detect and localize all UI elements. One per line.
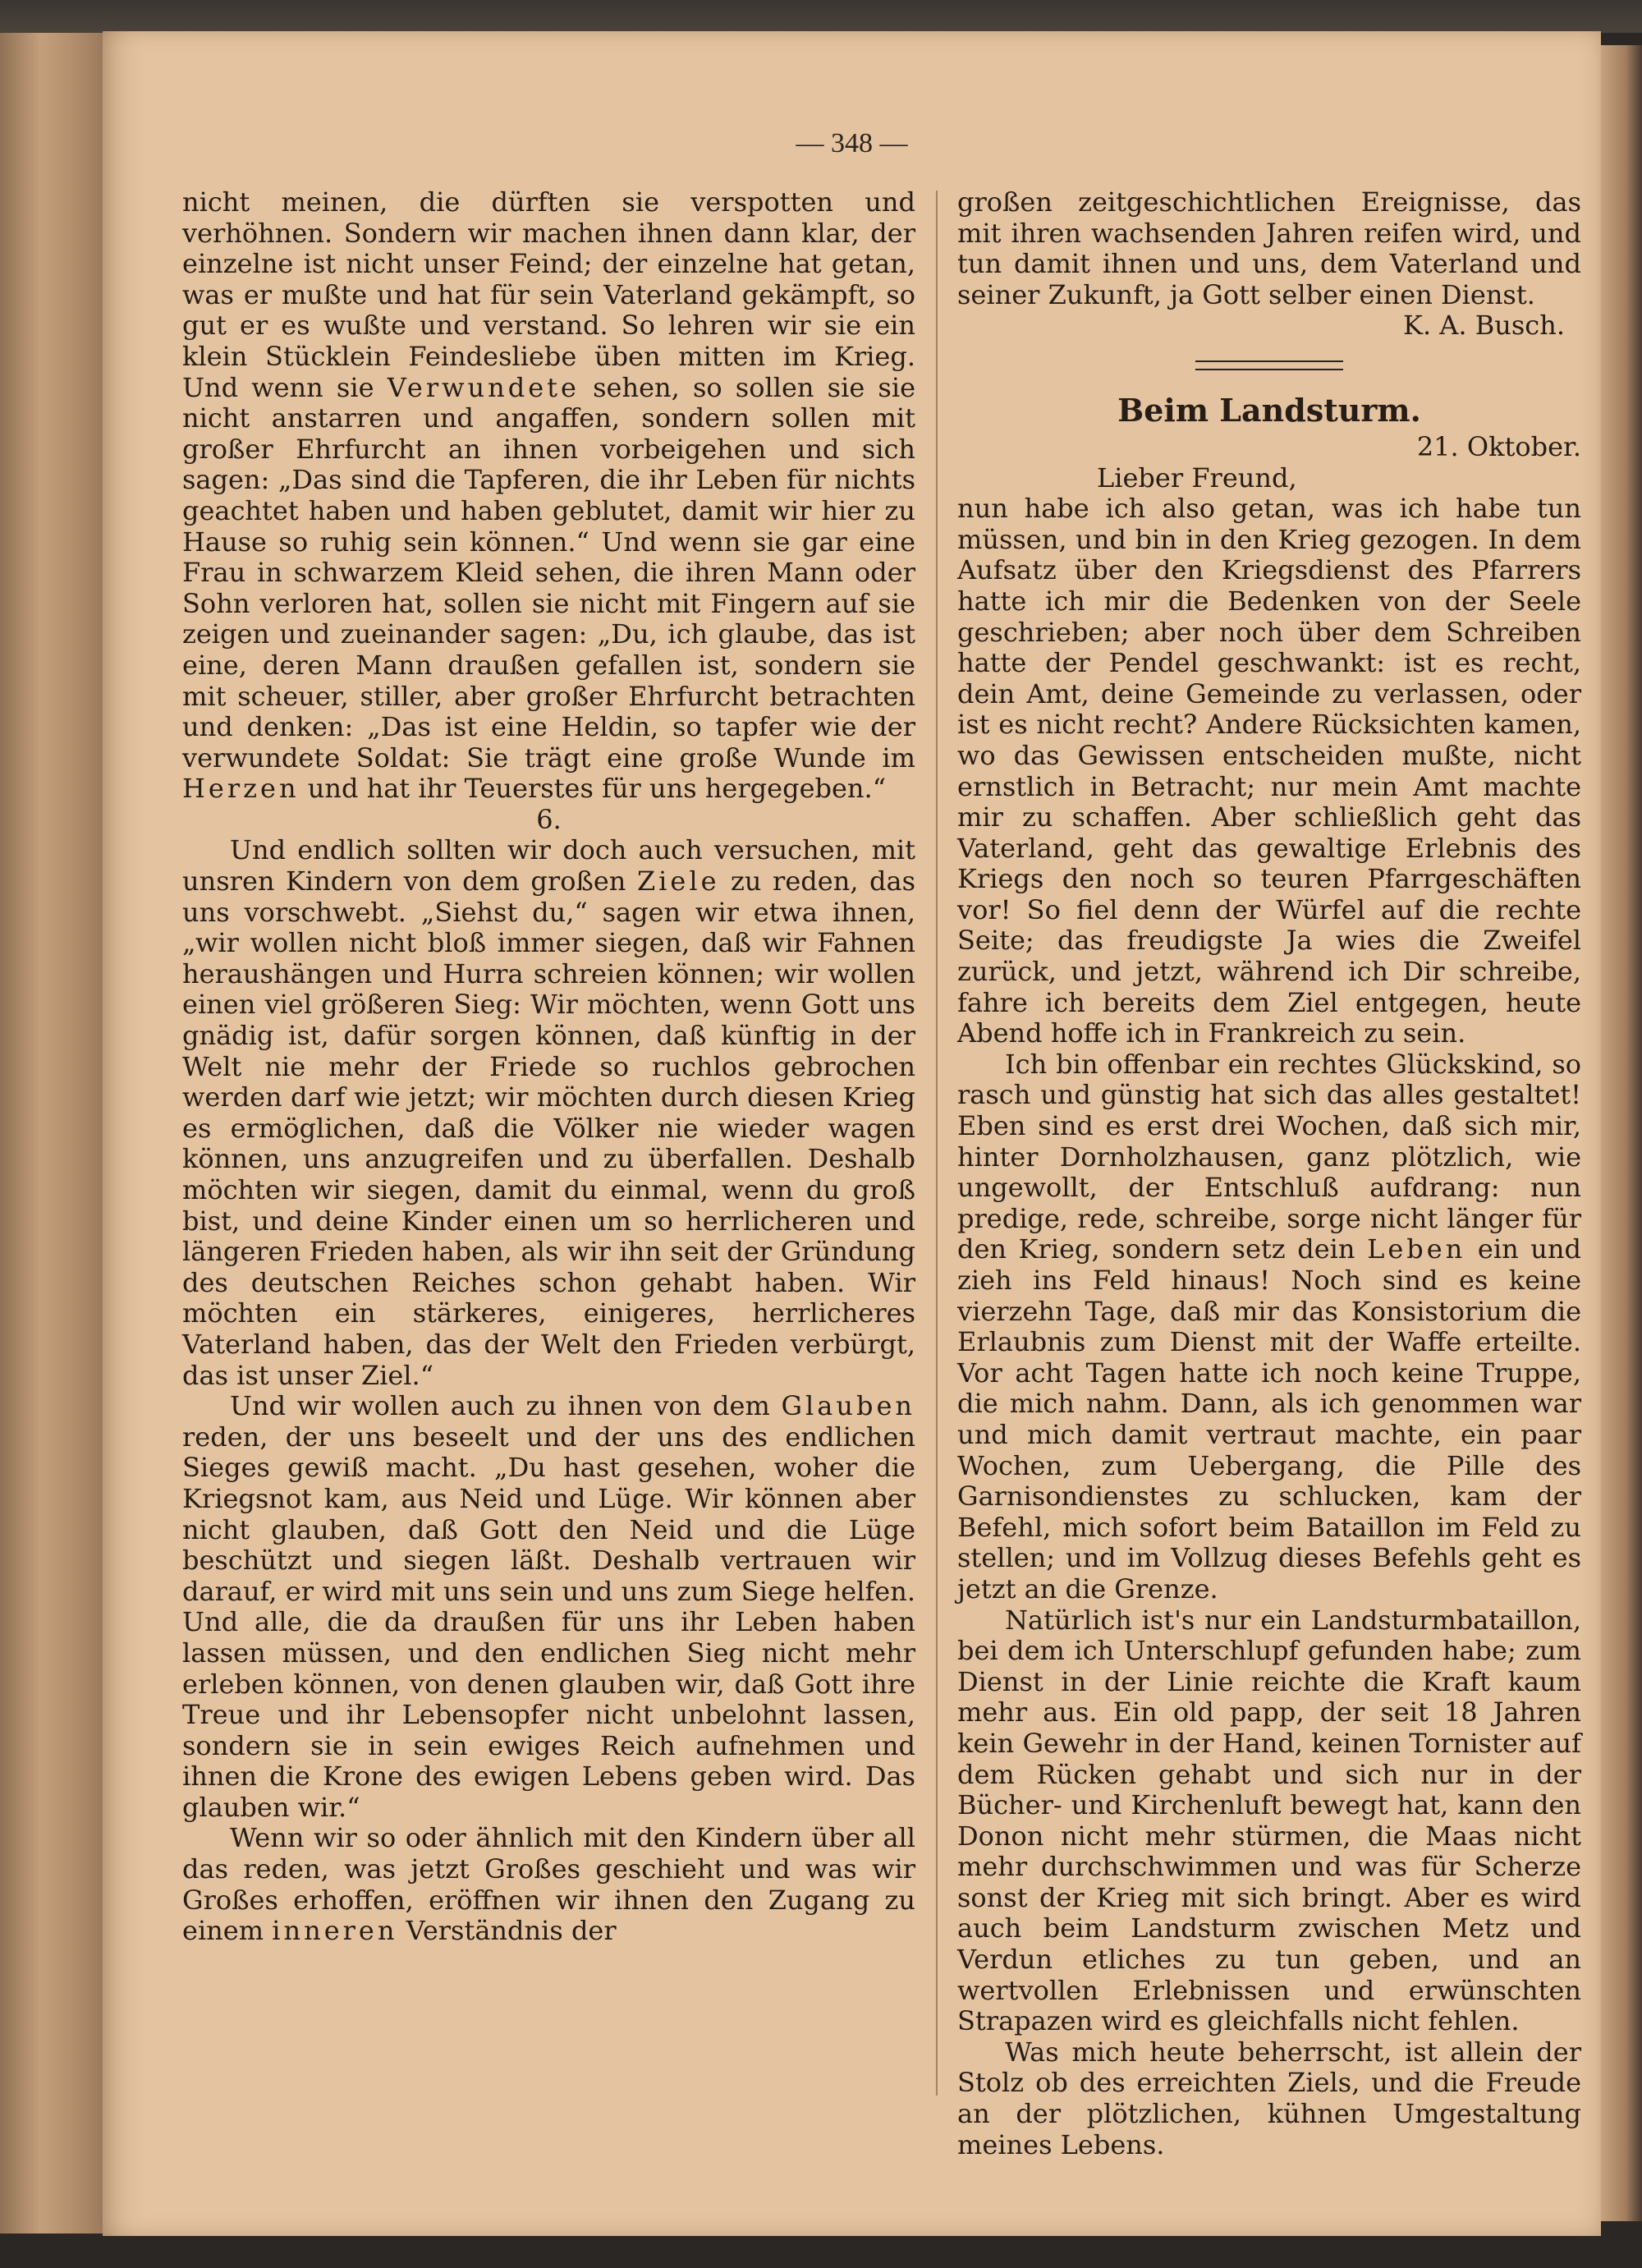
right-column — [957, 187, 1581, 2160]
paragraph: Und wir wollen auch zu ihnen von dem Glauben reden, der uns beseelt und der uns des endlichen Sieges gewiß macht. „Du hast gesehen, woher die Kriegsnot kam, aus Neid und Lüge. Wir können aber nicht glauben, daß Gott den Neid und die Lüge beschützt und siegen läßt. Deshalb vertrauen wir darauf, er wird mit uns sein und uns zum Siege helfen. Und alle, die da draußen für uns ihr Leben haben lassen müssen, und den endlichen Sieg nicht mehr erleben können, von denen glauben wir, daß Gott ihre Treue und ihr Lebensopfer nicht unbelohnt lassen, sondern sie in sein ewiges Reich aufnehmen und ihnen die Krone des ewigen Lebens geben wird. Das glauben wir.“ — [182, 1390, 915, 1823]
page-number: — 348 — — [796, 128, 908, 158]
book-page-stack-left — [0, 33, 103, 2234]
left-column — [182, 187, 915, 1947]
paragraph: Ich bin offenbar ein rechtes Glückskind, so rasch und günstig hat sich das alles gestaltet! Eben sind es erst drei Wochen, daß sich mir, hinter Dornholzhausen, ganz plötzlich, wie ungewollt, der Entschluß aufdrang: nun predige, rede, schreibe, sorge nicht länger für den Krieg, sondern setz dein Leben ein und zieh ins Feld hinaus! Noch sind es keine vierzehn Tage, daß mir das Konsistorium die Erlaubnis zum Dienst mit der Waffe erteilte. Vor acht Tagen hatte ich noch keine Truppe, die mich nahm. Dann, als ich genommen war und mich damit vertraut machte, ein paar Wochen, zum Uebergang, die Pille des Garnisondienstes zu schlucken, kam der Befehl, mich sofort beim Bataillon im Feld zu stellen; und im Vollzug dieses Befehls geht es jetzt an die Grenze. — [957, 1048, 1581, 1605]
section-rule — [957, 342, 1581, 389]
paragraph: nun habe ich also getan, was ich habe tun müssen, und bin in den Krieg gezogen. In dem Aufsatz über den Kriegsdienst des Pfarrers hatte ich mir die Bedenken von der Seele geschrieben; aber noch über dem Schreiben hatte der Pendel geschwankt: ist es recht, dein Amt, deine Gemeinde zu verlassen, oder ist es nicht recht? Andere Rücksichten kamen, wo das Gewissen entscheiden mußte, nicht ernstlich in Betracht; nur mein Amt machte mir zu schaffen. Aber schließlich geht das Vaterland, geht das gewaltige Erlebnis des Kriegs den noch so teuren Pfarrgeschäften vor! So fiel denn der Würfel auf die rechte Seite; das freudigste Ja wies die Zweifel zurück, und jetzt, während ich Dir schreibe, fahre ich bereits dem Ziel entgegen, heute Abend hoffe ich in Frankreich zu sein. — [957, 493, 1581, 1049]
paragraph: Und endlich sollten wir doch auch versuchen, mit unsren Kindern von dem großen Ziele zu reden, das uns vorschwebt. „Siehst du,“ sagen wir etwa ihnen, „wir wollen nicht bloß immer siegen, daß wir Fahnen heraushängen und Hurra schreien können; wir wollen einen viel größeren Sieg: Wir möchten, wenn Gott uns gnädig ist, dafür sorgen können, daß künftig in der Welt nie mehr der Friede so ruchlos gebrochen werden darf wie jetzt; wir möchten durch diesen Krieg es ermöglichen, daß die Völker nie wieder wagen können, uns anzugreifen und zu überfallen. Deshalb möchten wir siegen, damit du einmal, wenn du groß bist, und deine Kinder einen um so herrlicheren und längeren Frieden haben, als wir ihn seit der Gründung des deutschen Reiches schon gehabt haben. Wir möchten ein stärkeres, einigeres, herrlicheres Vaterland haben, das der Welt den Frieden verbürgt, das ist unser Ziel.“ — [182, 834, 916, 1391]
letter-date: 21. Oktober. — [1416, 430, 1581, 462]
paragraph: Was mich heute beherrscht, ist allein der Stolz ob des erreichten Ziels, und die Freude an der plötzlichen, kühnen Umgestaltung meines Lebens. — [957, 2036, 1581, 2160]
paragraph: Natürlich ist's nur ein Landsturmbataillon, bei dem ich Unterschlupf gefunden habe; zum Dienst in der Linie reichte die Kraft kaum mehr aus. Ein old papp, der seit 18 Jahren kein Gewehr in der Hand, keinen Tornister auf dem Rücken gehabt und sich nur in der Bücher- und Kirchenluft bewegt hat, kann den Donon nicht mehr stürmen, die Maas nicht mehr durchschwimmen und was für Scherze sonst der Krieg mit sich bringt. Aber es wird auch beim Landsturm zwischen Metz und Verdun etliches zu tun geben, und an wertvollen Erlebnissen und erwünschten Strapazen wird es gleichfalls nicht fehlen. — [957, 1604, 1581, 2037]
paragraph: Wenn wir so oder ähnlich mit den Kindern über all das reden, was jetzt Großes geschieht und was wir Großes erhoffen, eröffnen wir ihnen den Zugang zu einem inneren Verständnis der — [182, 1822, 915, 1947]
paragraph: nicht meinen, die dürften sie verspotten und verhöhnen. Sondern wir machen ihnen dann klar, der einzelne ist nicht unser Feind; der einzelne hat getan, was er mußte und hat für sein Vaterland gekämpft, so gut er es wußte und verstand. So lehren wir sie ein klein Stücklein Feindesliebe üben mitten im Krieg. Und wenn sie Verwundete sehen, so sollen sie sie nicht anstarren und angaffen, sondern sollen mit großer Ehrfurcht an ihnen vorbeigehen und sich sagen: „Das sind die Tapferen, die ihr Leben für nichts geachtet haben und haben geblutet, damit wir hier zu Hause so ruhig sein können.“ Und wenn sie gar eine Frau in schwarzem Kleid sehen, die ihren Mann oder Sohn verloren hat, sollen sie nicht mit Fingern auf sie zeigen und zueinander sagen: „Du, ich glaube, das ist eine, deren Mann draußen gefallen ist, sondern sie mit scheuer, stiller, aber großer Ehrfurcht betrachten und denken: „Das ist eine Heldin, so tapfer wie der verwundete Soldat: Sie trägt eine große Wunde im Herzen und hat ihr Teuerstes für uns hergegeben.“ — [182, 186, 916, 805]
column-divider — [936, 191, 938, 2096]
double-rule — [1195, 360, 1343, 370]
article-heading: Beim Landsturm. — [1117, 391, 1421, 429]
book-page-stack-right — [1601, 45, 1642, 2221]
paragraph: großen zeitgeschichtlichen Ereignisse, das mit ihren wachsenden Jahren reifen wird, und tun damit ihnen und uns, dem Vaterland und seiner Zukunft, ja Gott selber einen Dienst. — [957, 186, 1581, 310]
author-signature: K. A. Busch. — [1403, 310, 1565, 342]
section-number: 6. — [536, 803, 562, 835]
book-top-edge — [0, 0, 1642, 33]
letter-salutation: Lieber Freund, — [1097, 461, 1297, 494]
